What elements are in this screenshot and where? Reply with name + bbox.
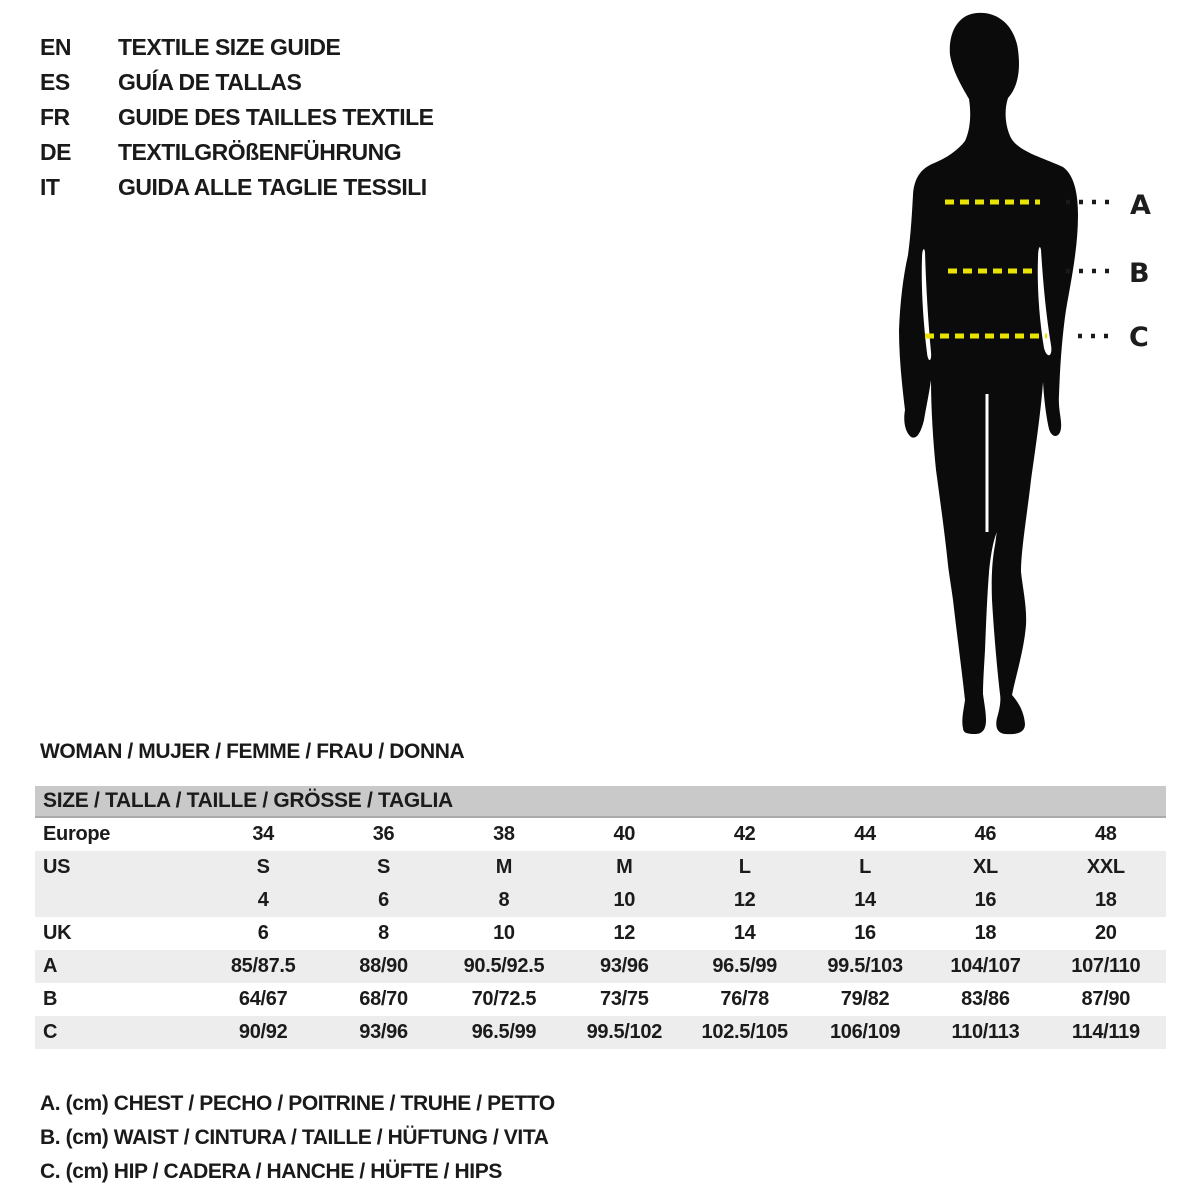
table-cell: 6 [378, 889, 389, 911]
table-cell: 104/107 [950, 955, 1021, 977]
table-cell: 8 [378, 922, 389, 944]
table-cell: XXL [1086, 856, 1125, 878]
table-cell: 93/96 [600, 955, 649, 977]
table-cell: 83/86 [961, 988, 1010, 1010]
table-cell: 90/92 [238, 1021, 288, 1043]
table-cell: 70/72.5 [471, 988, 537, 1010]
table-cell: 40 [613, 823, 636, 845]
table-cell: 14 [854, 889, 876, 911]
language-row [40, 65, 434, 100]
language-title-list [40, 30, 434, 205]
table-cell: 79/82 [840, 988, 890, 1010]
table-cell: 18 [1094, 889, 1117, 911]
table-cell: 36 [372, 823, 395, 845]
table-cell: 76/78 [720, 988, 769, 1010]
table-cell: 96.5/99 [471, 1021, 537, 1043]
row-label: Europe [43, 823, 111, 845]
row-label: C [43, 1021, 58, 1043]
measurement-notes [40, 1087, 555, 1189]
table-cell: L [738, 856, 751, 878]
table-cell: 64/67 [238, 988, 288, 1010]
table-cell: L [859, 856, 872, 878]
row-label: B [43, 988, 58, 1010]
table-cell: 68/70 [359, 988, 408, 1010]
language-row [40, 100, 434, 135]
table-cell: 88/90 [359, 955, 408, 977]
language-code: FR [40, 104, 70, 130]
table-cell: M [495, 856, 513, 878]
language-row [40, 30, 434, 65]
table-cell: 10 [613, 889, 636, 911]
language-code: DE [40, 139, 71, 165]
table-cell: 99.5/103 [827, 955, 903, 977]
table-row-hip [35, 1016, 1166, 1049]
guide-title: GUIDA ALLE TAGLIE TESSILI [118, 174, 427, 200]
table-row-chest [35, 950, 1166, 983]
note-hip: C. (cm) HIP / CADERA / HANCHE / HÜFTE / HIPS [40, 1160, 502, 1183]
woman-silhouette [899, 13, 1078, 734]
marker-label-a: A [1130, 190, 1151, 221]
row-label [35, 884, 203, 917]
table-cell: 34 [252, 823, 275, 845]
table-cell: 18 [974, 922, 997, 944]
table-cell: 93/96 [359, 1021, 408, 1043]
table-cell: 16 [854, 922, 876, 944]
table-cell: 73/75 [600, 988, 649, 1010]
marker-label-b: B [1129, 258, 1150, 289]
table-cell: 96.5/99 [712, 955, 777, 977]
table-row-uk [35, 917, 1166, 950]
guide-title: GUÍA DE TALLAS [118, 69, 302, 95]
size-table [35, 786, 1166, 1049]
row-label: A [43, 955, 58, 977]
table-row-us-numbers [35, 884, 1166, 917]
table-cell: 12 [733, 889, 756, 911]
table-cell: M [616, 856, 633, 878]
table-cell: 87/90 [1081, 988, 1131, 1010]
table-row-us-letters [35, 851, 1166, 884]
size-table-header: SIZE / TALLA / TAILLE / GRÖSSE / TAGLIA [35, 786, 1166, 818]
table-cell: 44 [854, 823, 876, 845]
table-cell: 8 [498, 889, 510, 911]
language-code: IT [40, 174, 60, 200]
table-cell: 90.5/92.5 [463, 955, 545, 977]
table-cell: 12 [613, 922, 636, 944]
table-cell: S [256, 856, 270, 878]
table-cell: S [377, 856, 391, 878]
guide-title: TEXTILGRÖßENFÜHRUNG [118, 139, 402, 165]
language-code: EN [40, 34, 71, 60]
table-cell: 20 [1094, 922, 1117, 944]
table-cell: 46 [974, 823, 997, 845]
table-cell: 107/110 [1071, 955, 1141, 977]
table-cell: 48 [1094, 823, 1117, 845]
note-waist: B. (cm) WAIST / CINTURA / TAILLE / HÜFTUNG / VITA [40, 1126, 549, 1149]
table-cell: 42 [733, 823, 756, 845]
table-cell: 110/113 [951, 1021, 1020, 1043]
language-code: ES [40, 69, 70, 95]
table-row-europe [35, 818, 1166, 851]
table-cell: 6 [257, 922, 269, 944]
table-cell: 10 [493, 922, 515, 944]
table-cell: 85/87.5 [230, 955, 296, 977]
guide-title: GUIDE DES TAILLES TEXTILE [118, 104, 434, 130]
leg-gap [986, 394, 989, 532]
table-cell: 99.5/102 [586, 1021, 663, 1043]
table-cell: 14 [733, 922, 756, 944]
table-cell: 4 [257, 889, 269, 911]
table-cell: 106/109 [829, 1021, 901, 1043]
table-cell: 16 [974, 889, 997, 911]
table-cell: 38 [493, 823, 515, 845]
section-title: WOMAN / MUJER / FEMME / FRAU / DONNA [40, 740, 465, 763]
woman-silhouette-figure [850, 0, 1200, 750]
marker-label-c: C [1129, 322, 1149, 353]
table-cell: XL [972, 856, 998, 878]
row-label: UK [43, 922, 72, 944]
language-row [40, 170, 434, 205]
row-label: US [43, 856, 71, 878]
guide-title: TEXTILE SIZE GUIDE [118, 34, 341, 60]
language-row [40, 135, 434, 170]
table-cell: 114/119 [1071, 1021, 1140, 1043]
table-cell: 102.5/105 [701, 1021, 788, 1043]
table-row-waist [35, 983, 1166, 1016]
note-chest: A. (cm) CHEST / PECHO / POITRINE / TRUHE / PETTO [40, 1092, 555, 1115]
